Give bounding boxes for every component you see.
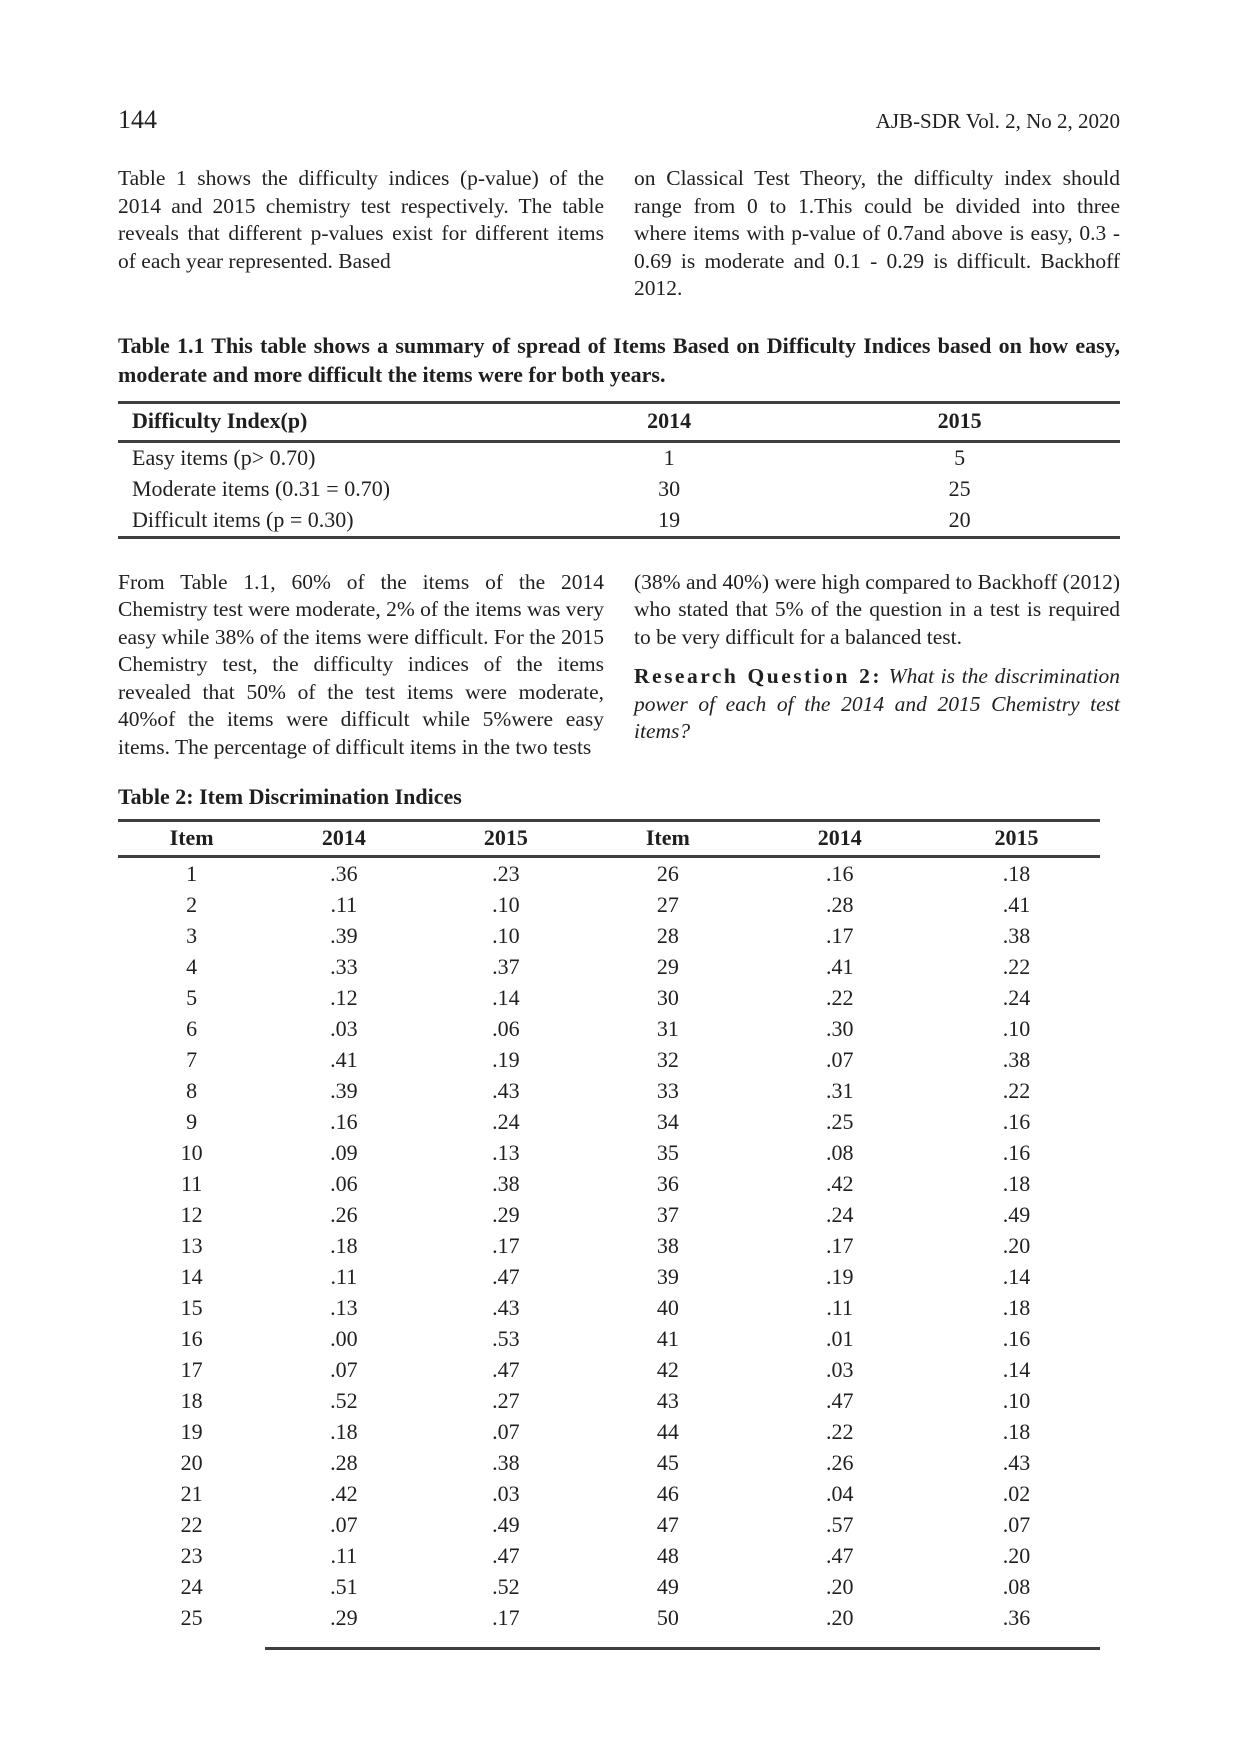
discussion-left-column: From Table 1.1, 60% of the items of the 2014 Chemistry test were moderate, 2% of the items was very easy while 38% of the items were difficult. For the 2015 Chemistry test, the difficulty indices of the items revealed that 50% of the test items were moderate, 40%of the items were difficult while 5%were easy items. The percentage of difficult items in the two tests (118, 569, 604, 759)
table-cell: 33 (656, 1078, 679, 1103)
table1-body (118, 443, 1120, 536)
table-cell: 14 (180, 1264, 203, 1289)
table-cell: Difficult items (p = 0.30) (132, 506, 354, 532)
table-cell: .49 (492, 1512, 520, 1537)
column-header: 2014 (321, 825, 366, 850)
table-cell: .17 (825, 1233, 854, 1258)
table-cell: 49 (656, 1574, 679, 1599)
table-cell: .24 (825, 1202, 854, 1227)
table-cell: 3 (186, 923, 198, 948)
table-cell: .17 (492, 1605, 520, 1630)
table-cell: .20 (825, 1574, 854, 1599)
intro-right-column: on Classical Test Theory, the difficulty index should range from 0 to 1.This could be divided into three where items with p-value of 0.7and above is easy, 0.3 - 0.69 is moderate and 0.1 - 0.29 is difficult. Backhoff 2012. (634, 166, 1120, 300)
table-cell: Easy items (p> 0.70) (132, 444, 316, 470)
table-cell: 13 (180, 1233, 203, 1258)
table-cell: 1 (186, 861, 198, 886)
table-cell: .11 (330, 1264, 358, 1289)
table-cell: .07 (330, 1357, 358, 1382)
table-cell: .33 (330, 954, 358, 979)
table-cell: .41 (1002, 892, 1031, 917)
table-cell: .10 (492, 923, 520, 948)
table-cell: .12 (330, 985, 358, 1010)
table-cell: 6 (186, 1016, 198, 1041)
table-cell: 35 (656, 1140, 679, 1165)
intro-section (118, 165, 1120, 303)
table-cell: .53 (492, 1326, 520, 1351)
table-row (118, 1292, 1100, 1323)
table1-caption: Table 1.1 This table shows a summary of spread of Items Based on Difficulty Indices based on how easy, moderate and more difficult the items were for both years. (118, 332, 1120, 387)
table-cell: .01 (825, 1326, 854, 1351)
table-cell: 8 (186, 1078, 198, 1103)
table-cell: 50 (656, 1605, 679, 1630)
table-cell: .04 (825, 1481, 854, 1506)
table-cell: .26 (825, 1450, 854, 1475)
table-row (118, 505, 1120, 536)
table-cell: 31 (656, 1016, 679, 1041)
table-cell: .16 (1002, 1140, 1031, 1165)
table-cell: .19 (825, 1264, 854, 1289)
table-cell: .39 (330, 1078, 358, 1103)
table-cell: .18 (330, 1233, 358, 1258)
table-cell: 19 (180, 1419, 203, 1444)
table-cell: .24 (492, 1109, 520, 1134)
table-cell: 22 (180, 1512, 203, 1537)
table-cell: .22 (825, 1419, 854, 1444)
table-row (118, 1137, 1100, 1168)
table-cell: .17 (492, 1233, 520, 1258)
table-cell: 23 (180, 1543, 203, 1568)
table-cell: 30 (658, 475, 681, 501)
table-cell: .52 (492, 1574, 520, 1599)
table-row (118, 1354, 1100, 1385)
table-cell: .19 (492, 1047, 520, 1072)
table-row (118, 1044, 1100, 1075)
table-cell: .47 (492, 1543, 520, 1568)
table-cell: 46 (656, 1481, 679, 1506)
table-row (118, 1602, 1100, 1633)
table-cell: .03 (825, 1357, 854, 1382)
table-cell: .10 (1002, 1388, 1031, 1413)
table-cell: .18 (1002, 1295, 1031, 1320)
table-cell: .26 (330, 1202, 358, 1227)
table-cell: .42 (330, 1481, 358, 1506)
table-cell: 45 (656, 1450, 679, 1475)
table-cell: .14 (1002, 1357, 1031, 1382)
table-cell: .43 (1002, 1450, 1031, 1475)
table-cell: .41 (825, 954, 854, 979)
table-cell: .08 (1002, 1574, 1031, 1599)
table-cell: 15 (180, 1295, 203, 1320)
table-cell: .28 (330, 1450, 358, 1475)
table-cell: .38 (492, 1171, 520, 1196)
table-cell: .18 (1002, 1171, 1031, 1196)
table-cell: .22 (1002, 954, 1031, 979)
table-cell: .27 (492, 1388, 520, 1413)
table-cell: 30 (656, 985, 679, 1010)
table2-discrimination-indices (118, 819, 1100, 1650)
table-cell: .16 (825, 861, 854, 886)
research-question-label: Research Question 2: (634, 664, 883, 688)
table-cell: .47 (825, 1543, 854, 1568)
table-row (118, 858, 1100, 889)
table-cell: .47 (492, 1264, 520, 1289)
page-header (118, 105, 1120, 135)
table-cell: .11 (826, 1295, 854, 1320)
table-cell: .23 (492, 861, 520, 886)
table-cell: 47 (656, 1512, 679, 1537)
table-cell: .03 (492, 1481, 520, 1506)
table-cell: .43 (492, 1295, 520, 1320)
table-cell: .37 (492, 954, 520, 979)
table-row (118, 920, 1100, 951)
table-cell: 24 (180, 1574, 203, 1599)
page-number: 144 (118, 105, 157, 134)
table-cell: .07 (492, 1419, 520, 1444)
table-cell: 32 (656, 1047, 679, 1072)
table-cell: .29 (492, 1202, 520, 1227)
table-cell: .22 (1002, 1078, 1031, 1103)
table-cell: .36 (330, 861, 358, 886)
table-cell: .18 (1002, 861, 1031, 886)
table-cell: .14 (1002, 1264, 1031, 1289)
table-cell: .49 (1002, 1202, 1031, 1227)
table-row (118, 889, 1100, 920)
table-cell: .28 (825, 892, 854, 917)
table-row (118, 1106, 1100, 1137)
table-cell: .38 (1002, 1047, 1031, 1072)
table-cell: 40 (656, 1295, 679, 1320)
column-header: 2014 (647, 407, 692, 433)
column-header: Difficulty Index(p) (132, 407, 308, 433)
table-cell: .11 (330, 1543, 358, 1568)
table-row (118, 1571, 1100, 1602)
column-header: 2015 (483, 825, 528, 850)
table-cell: 37 (656, 1202, 679, 1227)
table-cell: .07 (330, 1512, 358, 1537)
intro-left-column: Table 1 shows the difficulty indices (p-value) of the 2014 and 2015 chemistry test respectively. The table reveals that different p-values exist for different items of each year represented. Based (118, 166, 604, 273)
table1-header-row (118, 404, 1120, 443)
table-row (118, 1416, 1100, 1447)
table-cell: 29 (656, 954, 679, 979)
table-cell: 19 (658, 506, 681, 532)
table-cell: .57 (825, 1512, 854, 1537)
table-cell: 28 (656, 923, 679, 948)
table-cell: 38 (656, 1233, 679, 1258)
table-row (118, 1385, 1100, 1416)
table-cell: .47 (825, 1388, 854, 1413)
table-cell: 20 (948, 506, 971, 532)
research-question-text: What is the discrimination power of each of the 2014 and 2015 Chemistry test items? (634, 664, 1120, 743)
table-cell: 10 (180, 1140, 203, 1165)
table-row (118, 1168, 1100, 1199)
table-row (118, 443, 1120, 474)
table-cell: 2 (186, 892, 198, 917)
table2-body (118, 858, 1100, 1633)
table-cell: 11 (181, 1171, 203, 1196)
discussion-right-column (634, 569, 1120, 762)
table-cell: 12 (180, 1202, 203, 1227)
table-cell: .25 (825, 1109, 854, 1134)
table-cell: 20 (180, 1450, 203, 1475)
table-cell: .22 (825, 985, 854, 1010)
table-cell: 9 (186, 1109, 198, 1134)
table-cell: 16 (180, 1326, 203, 1351)
table-row (118, 1478, 1100, 1509)
table-cell: .30 (825, 1016, 854, 1041)
table-cell: 41 (656, 1326, 679, 1351)
table-cell: .06 (492, 1016, 520, 1041)
table-cell: 26 (656, 861, 679, 886)
table-cell: 39 (656, 1264, 679, 1289)
discussion-right-paragraph: (38% and 40%) were high compared to Backhoff (2012) who stated that 5% of the question in a test is required to be very difficult for a balanced test. (634, 569, 1120, 649)
table-cell: .16 (330, 1109, 358, 1134)
table-row (118, 1230, 1100, 1261)
table-cell: .13 (492, 1140, 520, 1165)
table-row (118, 951, 1100, 982)
table-cell: .51 (330, 1574, 358, 1599)
table-cell: .02 (1002, 1481, 1031, 1506)
table-cell: .36 (1002, 1605, 1031, 1630)
table-cell: Moderate items (0.31 = 0.70) (132, 475, 391, 501)
table-cell: .20 (825, 1605, 854, 1630)
table-cell: .08 (825, 1140, 854, 1165)
table-row (118, 1013, 1100, 1044)
table-cell: .16 (1002, 1109, 1031, 1134)
table-cell: .24 (1002, 985, 1031, 1010)
table-cell: .47 (492, 1357, 520, 1382)
table2-header-row (118, 822, 1100, 858)
table-cell: .07 (1002, 1512, 1031, 1537)
table2-caption: Table 2: Item Discrimination Indices (118, 784, 462, 809)
column-header: Item (169, 825, 214, 850)
table1-difficulty-indices (118, 401, 1120, 539)
table-row (118, 1261, 1100, 1292)
table-cell: 25 (948, 475, 971, 501)
table-cell: 36 (656, 1171, 679, 1196)
table-cell: .41 (330, 1047, 358, 1072)
table-row (118, 474, 1120, 505)
table-cell: .31 (825, 1078, 854, 1103)
table-cell: .20 (1002, 1543, 1031, 1568)
table-cell: .17 (825, 923, 854, 948)
table-cell: 43 (656, 1388, 679, 1413)
table-row (118, 1509, 1100, 1540)
table-cell: 1 (663, 444, 675, 470)
table-cell: 4 (186, 954, 198, 979)
column-header: 2015 (994, 825, 1039, 850)
column-header: Item (645, 825, 690, 850)
table-cell: 25 (180, 1605, 203, 1630)
table-cell: .07 (825, 1047, 854, 1072)
table-row (118, 1540, 1100, 1571)
table-cell: .09 (330, 1140, 358, 1165)
table-cell: .38 (1002, 923, 1031, 948)
table-cell: .18 (1002, 1419, 1031, 1444)
table-cell: .11 (330, 892, 358, 917)
table-cell: .16 (1002, 1326, 1031, 1351)
table-row (118, 1199, 1100, 1230)
table-cell: 5 (954, 444, 966, 470)
table-cell: .00 (330, 1326, 358, 1351)
table-row (118, 982, 1100, 1013)
table-cell: .06 (330, 1171, 358, 1196)
table-row (118, 1075, 1100, 1106)
table-cell: 7 (186, 1047, 198, 1072)
table-cell: .10 (492, 892, 520, 917)
table-cell: 17 (180, 1357, 203, 1382)
table-cell: 44 (656, 1419, 679, 1444)
table-cell: .20 (1002, 1233, 1031, 1258)
research-question (634, 663, 1120, 746)
table-cell: .13 (330, 1295, 358, 1320)
discussion-section (118, 569, 1120, 762)
table-cell: 21 (180, 1481, 203, 1506)
table-cell: .43 (492, 1078, 520, 1103)
journal-info: AJB-SDR Vol. 2, No 2, 2020 (875, 109, 1120, 133)
table-cell: .10 (1002, 1016, 1031, 1041)
table-cell: .42 (825, 1171, 854, 1196)
table-cell: 5 (186, 985, 198, 1010)
table-cell: .39 (330, 923, 358, 948)
table-cell: 27 (656, 892, 679, 917)
table-cell: .29 (330, 1605, 358, 1630)
column-header: 2014 (817, 825, 862, 850)
table-cell: 48 (656, 1543, 679, 1568)
column-header: 2015 (937, 407, 982, 433)
table-cell: .18 (330, 1419, 358, 1444)
table-row (118, 1447, 1100, 1478)
table-cell: 18 (180, 1388, 203, 1413)
table-cell: 42 (656, 1357, 679, 1382)
table-cell: .38 (492, 1450, 520, 1475)
table-cell: 34 (656, 1109, 679, 1134)
table-cell: .52 (330, 1388, 358, 1413)
table2-bottom-rule (265, 1647, 1100, 1650)
table-cell: .03 (330, 1016, 358, 1041)
table-row (118, 1323, 1100, 1354)
table-cell: .14 (492, 985, 520, 1010)
